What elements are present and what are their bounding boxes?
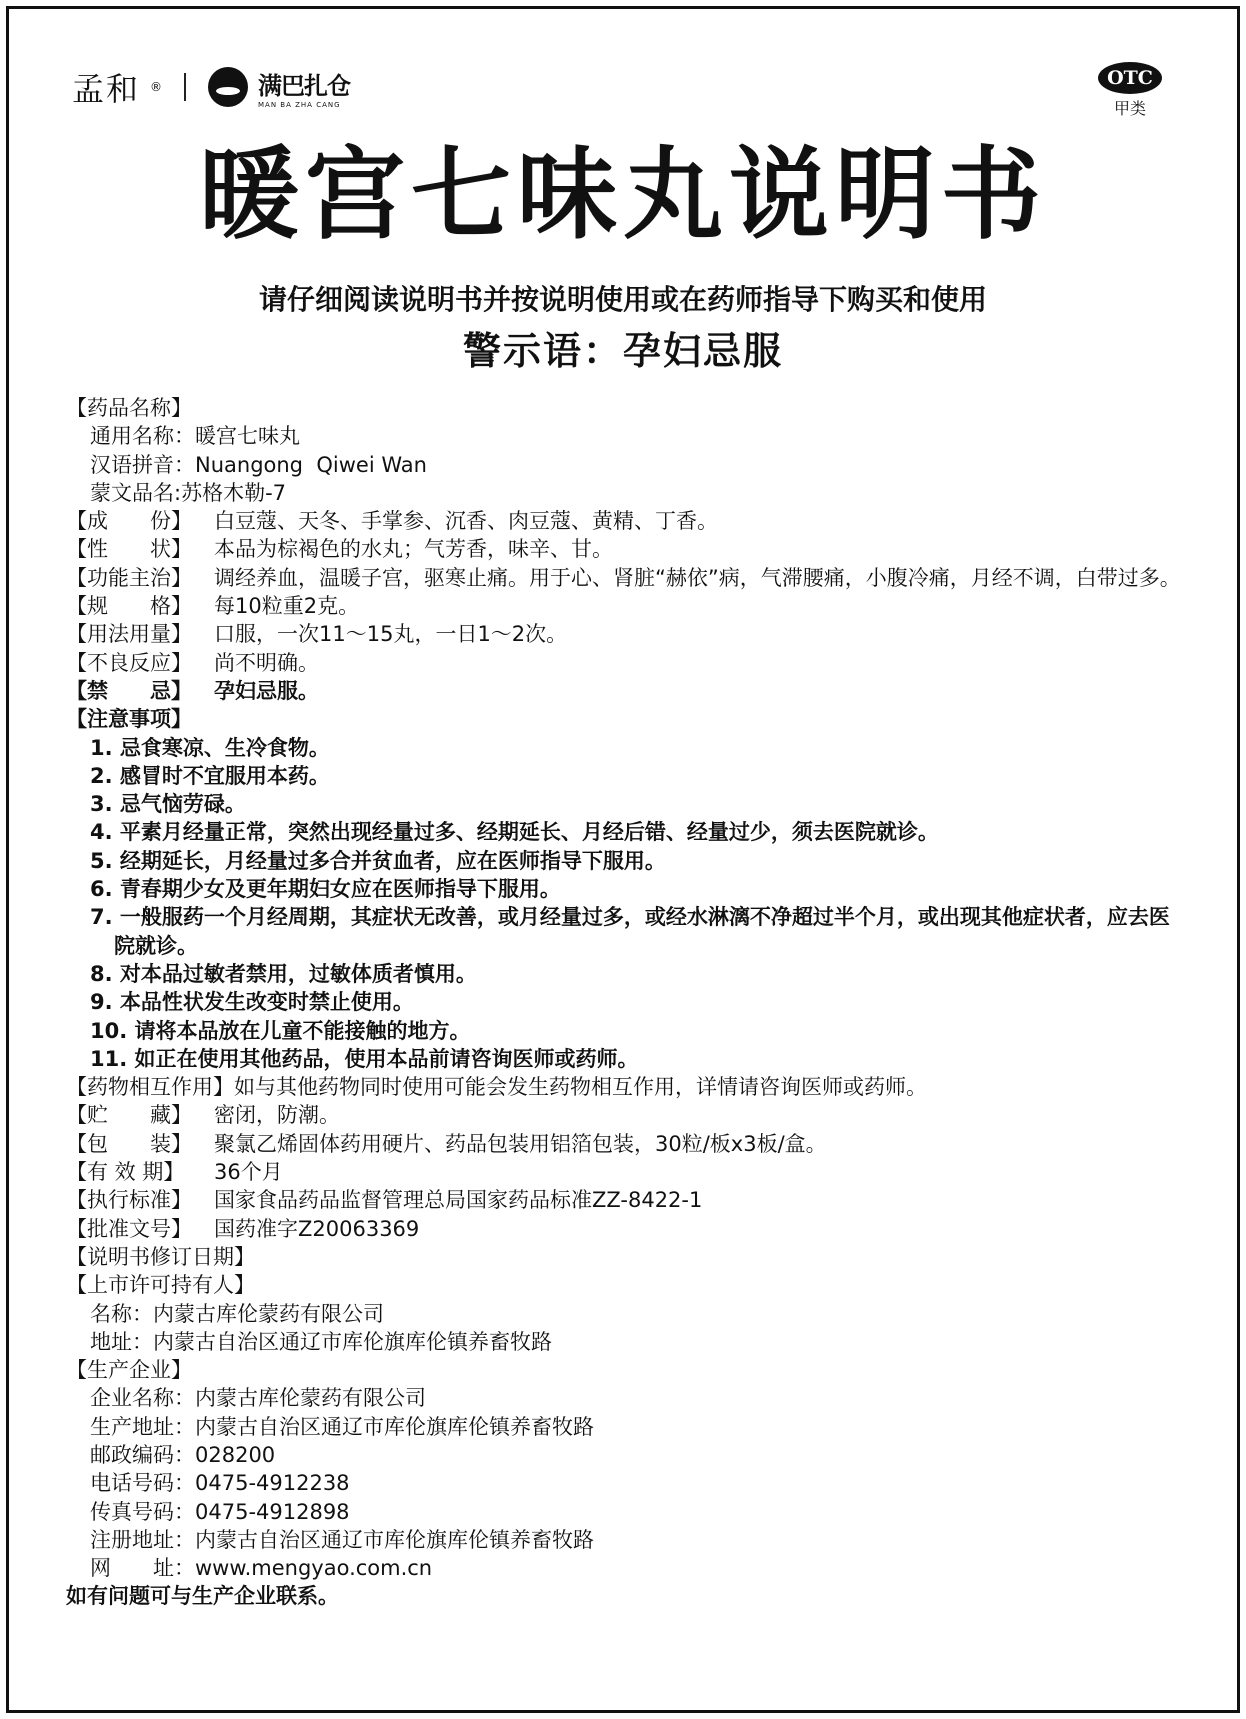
manufacturer-line: 注册地址：内蒙古自治区通辽市库伦旗库伦镇养畜牧路 — [90, 1527, 594, 1552]
precaution-item: 7. 一般服药一个月经周期，其症状无改善，或月经量过多，或经水淋漓不净超过半个月，或出现其他症状者，应去医院就诊。 — [90, 905, 1170, 958]
otc-mark — [1098, 62, 1162, 119]
section-label: 【不良反应】 — [66, 650, 192, 675]
manufacturer-line: 传真号码：0475-4912898 — [90, 1499, 350, 1524]
precaution-item: 5. 经期延长，月经量过多合并贫血者，应在医师指导下服用。 — [90, 848, 666, 873]
section-value: 36个月 — [214, 1160, 283, 1185]
section-row — [66, 1243, 1186, 1271]
section-value: 本品为棕褐色的水丸；气芳香，味辛、甘。 — [214, 537, 613, 562]
section-label: 【成 份】 — [66, 509, 192, 534]
section-label: 【用法用量】 — [66, 622, 192, 647]
section-value: 国药准字Z20063369 — [214, 1216, 420, 1241]
section-value: 尚不明确。 — [214, 650, 319, 675]
section-row — [66, 649, 1186, 677]
section-value: 每10粒重2克。 — [214, 594, 360, 619]
manufacturer-line: 邮政编码：028200 — [90, 1442, 276, 1467]
section-row — [66, 1158, 1186, 1186]
section-label: 【包 装】 — [66, 1131, 192, 1156]
holder-name: 名称：内蒙古库伦蒙药有限公司 — [90, 1301, 384, 1326]
section-value: 口服，一次11～15丸，一日1～2次。 — [214, 622, 568, 647]
otc-class: 甲类 — [1113, 99, 1146, 118]
precaution-item: 9. 本品性状发生改变时禁止使用。 — [90, 990, 414, 1015]
section-row — [66, 1101, 1186, 1129]
section-value: 聚氯乙烯固体药用硬片、药品包装用铝箔包装，30粒/板x3板/盒。 — [214, 1131, 827, 1156]
section-row — [66, 1186, 1186, 1214]
subtitle: 请仔细阅读说明书并按说明使用或在药师指导下购买和使用 — [258, 283, 987, 316]
section-row — [66, 1073, 1186, 1101]
section-value: 白豆蔻、天冬、手掌参、沉香、肉豆蔻、黄精、丁香。 — [214, 509, 718, 534]
divider — [184, 73, 186, 101]
drug-name-heading: 【药品名称】 — [66, 396, 192, 420]
section-row — [66, 620, 1186, 648]
section-row — [66, 507, 1186, 535]
brand-cn: 满巴扎仓 — [258, 71, 351, 100]
manufacturer-line: 生产地址：内蒙古自治区通辽市库伦旗库伦镇养畜牧路 — [90, 1414, 594, 1439]
manbazhacang-logo-icon — [208, 67, 248, 107]
section-label: 【有 效 期】 — [66, 1160, 185, 1185]
pinyin-name: 汉语拼音：Nuangong Qiwei Wan — [90, 452, 427, 477]
section-label: 【规 格】 — [66, 594, 192, 619]
section-label: 【执行标准】 — [66, 1188, 192, 1213]
otc-badge: OTC — [1098, 62, 1162, 94]
precaution-item: 11. 如正在使用其他药品，使用本品前请咨询医师或药师。 — [90, 1046, 639, 1071]
mongolian-name: 蒙文品名:苏格木勒-7 — [90, 480, 287, 505]
precautions-heading: 【注意事项】 — [66, 707, 192, 732]
section-label: 【批准文号】 — [66, 1216, 192, 1241]
precaution-item: 2. 感冒时不宜服用本药。 — [90, 763, 330, 788]
precaution-item: 10. 请将本品放在儿童不能接触的地方。 — [90, 1018, 471, 1043]
section-label: 【性 状】 — [66, 537, 192, 562]
section-value: 孕妇忌服。 — [214, 678, 319, 703]
holder-address: 地址：内蒙古自治区通辽市库伦旗库伦镇养畜牧路 — [90, 1329, 552, 1354]
section-label: 【贮 藏】 — [66, 1103, 192, 1128]
manufacturer-line: 企业名称：内蒙古库伦蒙药有限公司 — [90, 1386, 426, 1411]
leaflet-body — [66, 394, 1186, 1611]
manufacturer-line: 网 址：www.mengyao.com.cn — [90, 1556, 433, 1581]
precaution-item: 4. 平素月经量正常，突然出现经量过多、经期延长、月经后错、经量过少，须去医院就诊。 — [90, 820, 939, 845]
precaution-item: 6. 青春期少女及更年期妇女应在医师指导下服用。 — [90, 877, 561, 902]
registered-mark: ® — [150, 80, 163, 94]
section-value: 密闭，防潮。 — [214, 1103, 340, 1128]
footer-note: 如有问题可与生产企业联系。 — [66, 1584, 339, 1609]
section-row — [66, 535, 1186, 563]
manufacturer-heading: 【生产企业】 — [66, 1358, 192, 1383]
document-title: 暖宫七味丸说明书 — [199, 136, 1047, 253]
generic-name: 通用名称：暖宫七味丸 — [90, 424, 300, 449]
section-row — [66, 1215, 1186, 1243]
section-contraindication — [66, 677, 1186, 705]
section-label: 【药物相互作用】 — [66, 1075, 234, 1100]
precaution-item: 1. 忌食寒凉、生冷食物。 — [90, 735, 330, 760]
section-row — [66, 564, 1186, 592]
section-label: 【禁 忌】 — [66, 678, 192, 703]
manufacturer-line: 电话号码：0475-4912238 — [90, 1471, 350, 1496]
precaution-item: 3. 忌气恼劳碌。 — [90, 792, 246, 817]
warning: 警示语：孕妇忌服 — [462, 329, 783, 373]
brand-en: MAN BA ZHA CANG — [258, 100, 341, 109]
section-row — [66, 592, 1186, 620]
section-row — [66, 1130, 1186, 1158]
brand-logos — [72, 64, 350, 110]
section-value: 调经养血，温暖子宫，驱寒止痛。用于心、肾脏“赫依”病，气滞腰痛，小腹冷痛，月经不调，白带过多。 — [214, 565, 1181, 590]
section-label: 【功能主治】 — [66, 565, 192, 590]
section-value: 如与其他药物同时使用可能会发生药物相互作用，详情请咨询医师或药师。 — [234, 1075, 927, 1100]
precaution-item: 8. 对本品过敏者禁用，过敏体质者慎用。 — [90, 961, 477, 986]
holder-heading: 【上市许可持有人】 — [66, 1273, 255, 1298]
section-label: 【说明书修订日期】 — [66, 1244, 255, 1269]
brand-menghe: 孟和 — [72, 70, 141, 108]
brand-manbazhacang — [258, 66, 350, 109]
section-value: 国家食品药品监督管理总局国家药品标准ZZ-8422-1 — [214, 1188, 703, 1213]
